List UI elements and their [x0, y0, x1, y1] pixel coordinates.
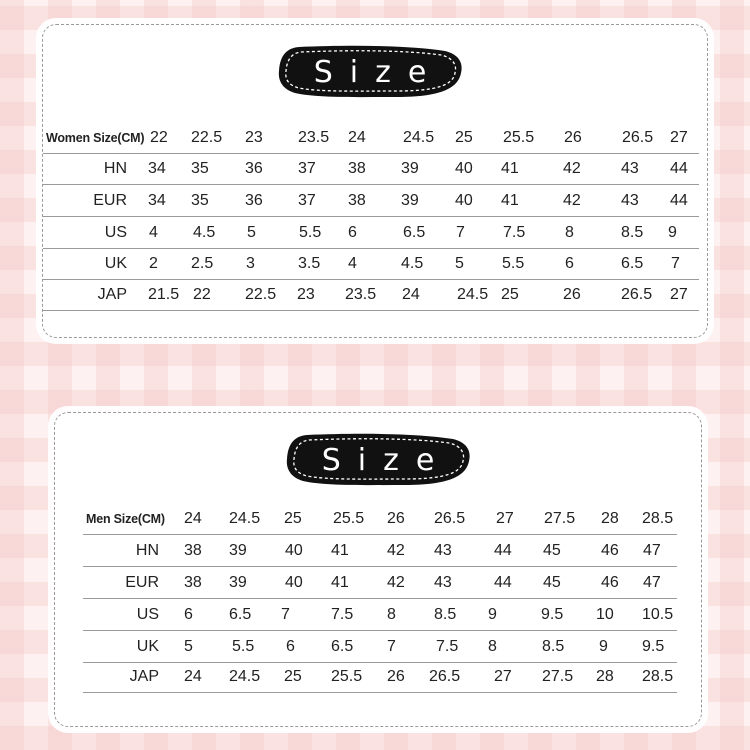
size-row-label: EUR: [125, 574, 159, 591]
size-cell: 2: [149, 255, 158, 272]
size-cell: 28: [596, 668, 614, 685]
size-cell: 4.5: [193, 224, 216, 241]
size-cell: 10: [596, 606, 614, 623]
size-cell: 44: [670, 192, 688, 209]
size-cell: 42: [563, 160, 581, 177]
size-cell: 7.5: [503, 224, 526, 241]
size-cell: 24: [402, 286, 420, 303]
size-cell: 26: [564, 129, 582, 146]
size-cell: 27: [670, 286, 688, 303]
size-cell: 47: [643, 542, 661, 559]
size-cell: 25.5: [333, 510, 365, 527]
size-cell: 7: [671, 255, 680, 272]
size-cell: 23: [297, 286, 315, 303]
size-row: [43, 279, 699, 311]
size-cell: 8.5: [621, 224, 644, 241]
size-cell: 41: [501, 160, 519, 177]
size-cell: 37: [298, 192, 316, 209]
size-row: [83, 661, 677, 693]
size-cell: 22.5: [191, 129, 223, 146]
size-cell: 5: [247, 224, 256, 241]
size-cell: 23.5: [298, 129, 330, 146]
size-cell: 28.5: [642, 668, 674, 685]
size-cell: 43: [434, 574, 452, 591]
women-size-badge: [277, 43, 463, 101]
size-cell: 25: [284, 510, 302, 527]
size-cell: 47: [643, 574, 661, 591]
size-cell: 8: [387, 606, 396, 623]
size-cell: 27: [496, 510, 514, 527]
size-cell: 6.5: [403, 224, 426, 241]
size-cell: 4: [348, 255, 357, 272]
size-cell: 25: [455, 129, 473, 146]
size-cell: 39: [401, 160, 419, 177]
size-cell: 35: [191, 160, 209, 177]
size-row: [43, 217, 699, 249]
size-cell: 8.5: [434, 606, 457, 623]
size-cell: 41: [501, 192, 519, 209]
size-row: [83, 631, 677, 663]
size-cell: 37: [298, 160, 316, 177]
size-cell: 6.5: [331, 638, 354, 655]
size-cell: 36: [245, 192, 263, 209]
size-cell: 35: [191, 192, 209, 209]
women-size-card: [42, 24, 708, 338]
size-row: [83, 567, 677, 599]
size-cell: 9: [488, 606, 497, 623]
size-row: [43, 248, 699, 280]
size-row: [43, 153, 699, 185]
size-cell: 24: [184, 668, 202, 685]
size-cell: 39: [229, 542, 247, 559]
size-cell: 4: [149, 224, 158, 241]
size-cell: 44: [494, 542, 512, 559]
size-cell: 45: [543, 542, 561, 559]
size-row-label: US: [104, 224, 127, 241]
size-cell: 38: [184, 542, 202, 559]
size-cell: 8.5: [542, 638, 565, 655]
size-cell: 5: [184, 638, 193, 655]
size-cell: 9: [668, 224, 677, 241]
size-cell: 24.5: [403, 129, 435, 146]
size-cell: 34: [148, 192, 166, 209]
size-row-label: HN: [103, 160, 127, 177]
size-cell: 41: [331, 542, 349, 559]
size-cell: 42: [387, 542, 405, 559]
size-cell: 24.5: [229, 510, 261, 527]
size-cell: 45: [543, 574, 561, 591]
size-cell: 40: [455, 192, 473, 209]
men-size-card: [54, 412, 702, 727]
size-cell: 6.5: [229, 606, 252, 623]
size-cell: 38: [348, 192, 366, 209]
size-cell: 38: [184, 574, 202, 591]
size-cell: 24.5: [229, 668, 261, 685]
size-cell: 7.5: [331, 606, 354, 623]
size-cell: 26.5: [622, 129, 654, 146]
size-header-label: Women Size(CM): [46, 131, 145, 145]
size-cell: 44: [494, 574, 512, 591]
size-cell: 21.5: [148, 286, 180, 303]
size-cell: 34: [148, 160, 166, 177]
size-row-label: UK: [136, 638, 159, 655]
size-cell: 5.5: [502, 255, 525, 272]
size-cell: 27.5: [542, 668, 574, 685]
size-cell: 25.5: [503, 129, 535, 146]
size-cell: 2.5: [191, 255, 214, 272]
size-cell: 42: [563, 192, 581, 209]
size-cell: 3: [246, 255, 255, 272]
size-cell: 9: [599, 638, 608, 655]
size-cell: 43: [434, 542, 452, 559]
size-row-label: JAP: [97, 286, 127, 303]
size-cell: 23: [245, 129, 263, 146]
size-cell: 9.5: [642, 638, 665, 655]
size-cell: 43: [621, 160, 639, 177]
size-cell: 6: [286, 638, 295, 655]
size-cell: 22: [150, 129, 168, 146]
size-header-label: Men Size(CM): [86, 512, 165, 526]
size-cell: 24: [348, 129, 366, 146]
size-cell: 8: [488, 638, 497, 655]
size-row: [43, 122, 699, 154]
size-cell: 26: [387, 668, 405, 685]
size-cell: 25: [284, 668, 302, 685]
size-cell: 39: [401, 192, 419, 209]
size-cell: 9.5: [541, 606, 564, 623]
size-cell: 7: [387, 638, 396, 655]
size-row: [83, 535, 677, 567]
size-cell: 7: [281, 606, 290, 623]
size-cell: 10.5: [642, 606, 674, 623]
size-cell: 6: [348, 224, 357, 241]
size-cell: 24: [184, 510, 202, 527]
size-cell: 5: [455, 255, 464, 272]
size-cell: 27.5: [544, 510, 576, 527]
size-cell: 7: [456, 224, 465, 241]
size-cell: 46: [601, 542, 619, 559]
size-row: [83, 599, 677, 631]
size-cell: 5.5: [299, 224, 322, 241]
size-row: [83, 503, 677, 535]
size-cell: 25: [501, 286, 519, 303]
size-cell: 26: [387, 510, 405, 527]
size-cell: 7.5: [436, 638, 459, 655]
size-cell: 26.5: [434, 510, 466, 527]
size-cell: 8: [565, 224, 574, 241]
size-cell: 26.5: [621, 286, 653, 303]
size-cell: 40: [285, 542, 303, 559]
size-cell: 42: [387, 574, 405, 591]
size-row: [43, 185, 699, 217]
size-row-label: JAP: [129, 668, 159, 685]
size-cell: 28: [601, 510, 619, 527]
size-cell: 4.5: [401, 255, 424, 272]
size-cell: 36: [245, 160, 263, 177]
size-cell: 41: [331, 574, 349, 591]
men-size-title: Size: [321, 442, 452, 478]
size-cell: 6.5: [621, 255, 644, 272]
size-row-label: US: [136, 606, 159, 623]
men-size-badge: [285, 431, 471, 489]
size-cell: 6: [565, 255, 574, 272]
size-cell: 26.5: [429, 668, 461, 685]
size-cell: 46: [601, 574, 619, 591]
size-cell: 6: [184, 606, 193, 623]
size-cell: 3.5: [298, 255, 321, 272]
size-cell: 38: [348, 160, 366, 177]
size-cell: 44: [670, 160, 688, 177]
size-cell: 39: [229, 574, 247, 591]
size-row-label: HN: [135, 542, 159, 559]
size-cell: 5.5: [232, 638, 255, 655]
women-size-title: Size: [313, 54, 444, 90]
size-cell: 40: [285, 574, 303, 591]
size-cell: 40: [455, 160, 473, 177]
size-cell: 27: [670, 129, 688, 146]
size-cell: 28.5: [642, 510, 674, 527]
size-cell: 22.5: [245, 286, 277, 303]
size-cell: 24.5: [457, 286, 489, 303]
row-divider: [83, 692, 677, 693]
size-cell: 23.5: [345, 286, 377, 303]
size-cell: 22: [193, 286, 211, 303]
size-cell: 43: [621, 192, 639, 209]
size-cell: 25.5: [331, 668, 363, 685]
size-cell: 26: [563, 286, 581, 303]
size-cell: 27: [494, 668, 512, 685]
size-row-label: EUR: [93, 192, 127, 209]
size-row-label: UK: [104, 255, 127, 272]
